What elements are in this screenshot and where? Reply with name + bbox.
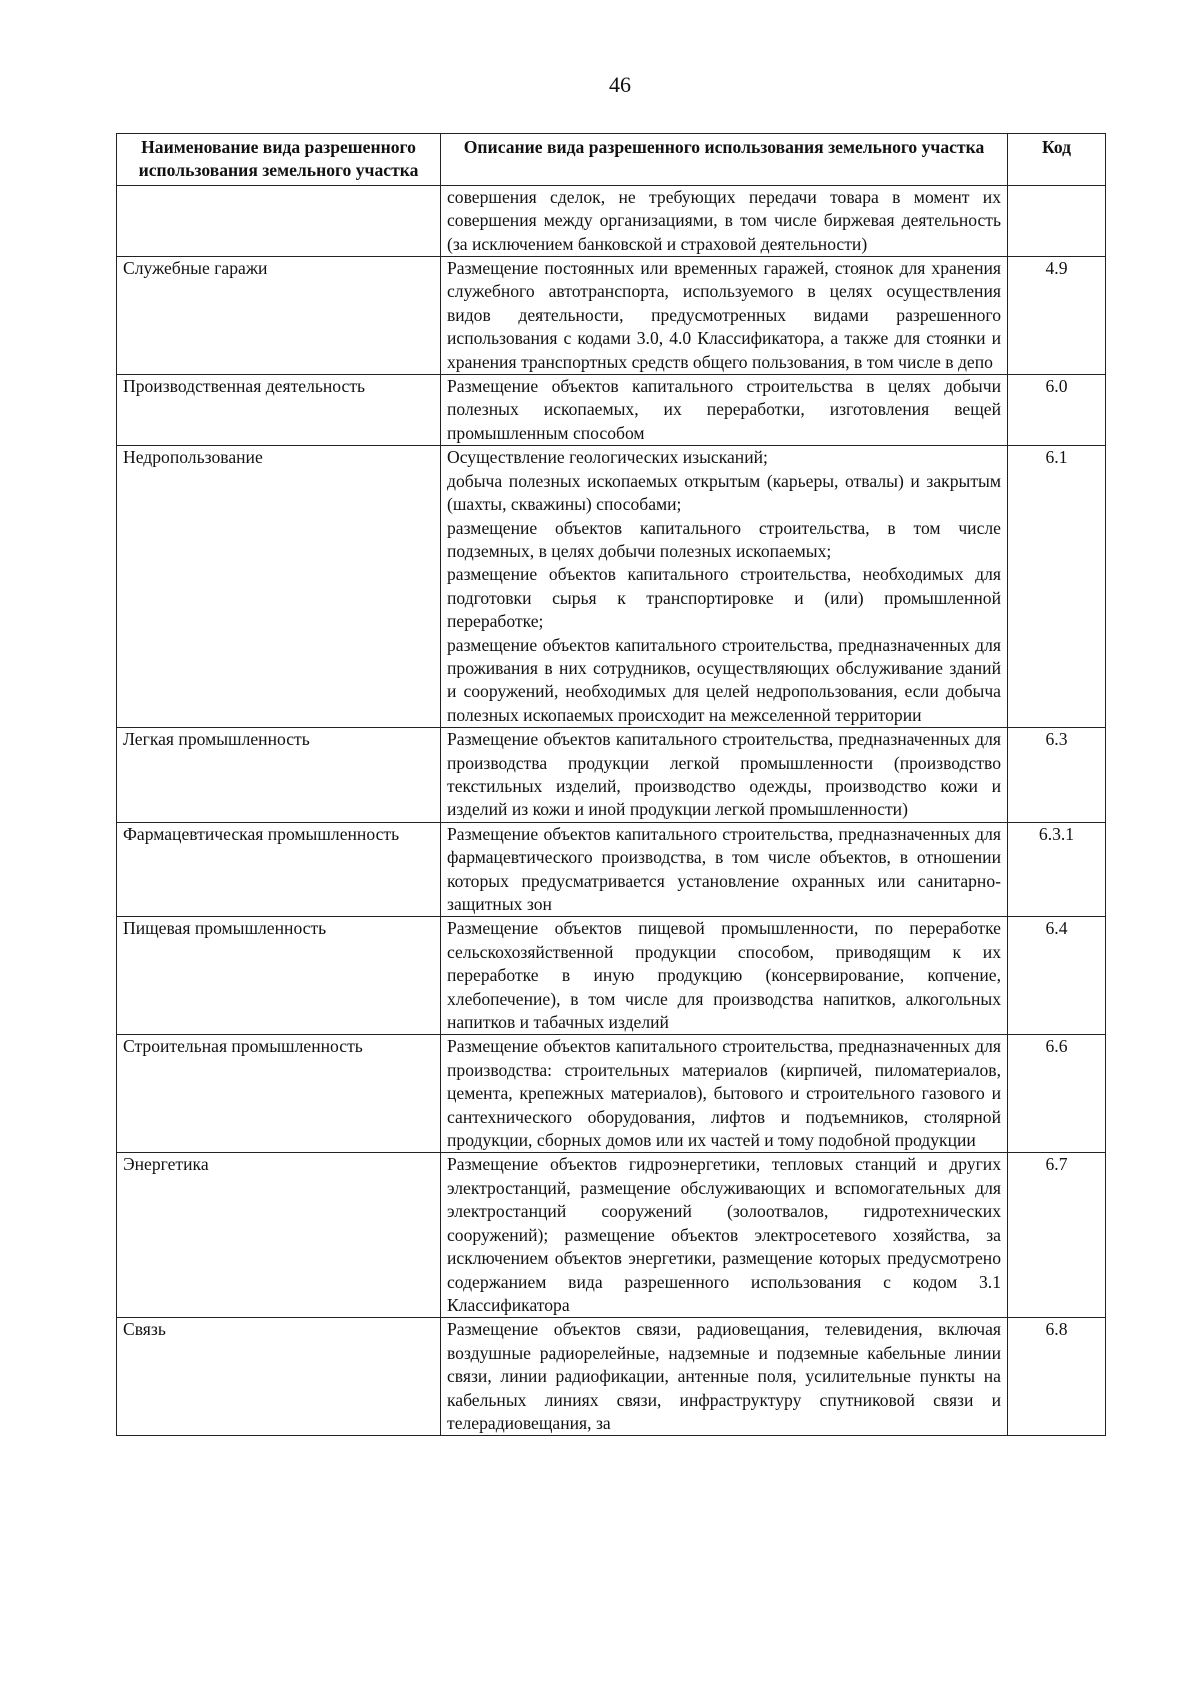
row-code: 6.3 bbox=[1008, 728, 1106, 823]
description-paragraph: Размещение объектов капитального строительства, предназначенных для производства продукции легкой промышленности (производство текстильных изделий, производство одежды, производство кожи и изделий из кожи и иной продукции легкой промышленности) bbox=[447, 729, 1001, 820]
row-description bbox=[441, 185, 1008, 256]
description-paragraph: Размещение постоянных или временных гаражей, стоянок для хранения служебного автотранспорта, используемого в целях осуществления видов деятельности, предусмотренных видами разрешенного использования с кодами 3.0, 4.0 Классификатора, а также для стоянки и хранения транспортных средств общего пользования, в том числе в депо bbox=[447, 258, 1001, 372]
table-row bbox=[117, 728, 1106, 823]
table-row bbox=[117, 1153, 1106, 1318]
row-code: 6.0 bbox=[1008, 375, 1106, 446]
row-description bbox=[441, 822, 1008, 917]
table-row bbox=[117, 1318, 1106, 1436]
description-paragraph: совершения сделок, не требующих передачи товара в момент их совершения между организациями, в том числе биржевая деятельность (за исключением банковской и страховой деятельности) bbox=[447, 186, 1001, 254]
header-code: Код bbox=[1008, 134, 1106, 186]
row-name: Энергетика bbox=[117, 1153, 441, 1318]
description-paragraph: размещение объектов капитального строительства, в том числе подземных, в целях добычи полезных ископаемых; bbox=[447, 517, 1001, 561]
description-paragraph: Размещение объектов гидроэнергетики, тепловых станций и других электростанций, размещение обслуживающих и вспомогательных для электростанций сооружений (золоотвалов, гидротехнических сооружений); размещение объектов электросетевого хозяйства, за исключением объектов энергетики, размещение которых предусмотрено содержанием вида разрешенного использования с кодом 3.1 Классификатора bbox=[447, 1154, 1001, 1315]
row-description bbox=[441, 446, 1008, 728]
row-description bbox=[441, 728, 1008, 823]
row-description bbox=[441, 1035, 1008, 1153]
table-row bbox=[117, 1035, 1106, 1153]
description-paragraph: Размещение объектов пищевой промышленности, по переработке сельскохозяйственной продукции способом, приводящим к их переработке в иную продукцию (консервирование, копчение, хлебопечение), в том числе для производства напитков, алкогольных напитков и табачных изделий bbox=[447, 918, 1001, 1033]
row-code: 6.3.1 bbox=[1008, 822, 1106, 917]
description-paragraph: Осуществление геологических изысканий; bbox=[447, 447, 768, 468]
row-name: Фармацевтическая промышленность bbox=[117, 822, 441, 917]
row-name: Легкая промышленность bbox=[117, 728, 441, 823]
row-name: Строительная промышленность bbox=[117, 1035, 441, 1153]
table-row bbox=[117, 822, 1106, 917]
description-paragraph: Размещение объектов связи, радиовещания, телевидения, включая воздушные радиорелейные, надземные и подземные кабельные линии связи, линии радиофикации, антенные поля, усилительные пункты на кабельных линиях связи, инфраструктуру спутниковой связи и телерадиовещания, за bbox=[447, 1319, 1001, 1433]
row-description bbox=[441, 917, 1008, 1035]
row-description bbox=[441, 1153, 1008, 1318]
description-paragraph: размещение объектов капитального строительства, предназначенных для проживания в них сотрудников, осуществляющих обслуживание зданий и сооружений, необходимых для целей недропользования, если добыча полезных ископаемых происходит на межселенной территории bbox=[447, 634, 1001, 725]
table-row bbox=[117, 185, 1106, 256]
header-description: Описание вида разрешенного использования земельного участка bbox=[441, 134, 1008, 186]
row-code: 6.4 bbox=[1008, 917, 1106, 1035]
table-header-row bbox=[117, 134, 1106, 186]
row-description bbox=[441, 257, 1008, 375]
description-paragraph: Размещение объектов капитального строительства, предназначенных для фармацевтического производства, в том числе объектов, в отношении которых предусматривается установление охранных или санитарно-защитных зон bbox=[447, 823, 1001, 914]
row-code bbox=[1008, 185, 1106, 256]
row-code: 6.6 bbox=[1008, 1035, 1106, 1153]
row-name: Связь bbox=[117, 1318, 441, 1436]
row-description bbox=[441, 1318, 1008, 1436]
description-paragraph: Размещение объектов капитального строительства, предназначенных для производства: строительных материалов (кирпичей, пиломатериалов, цемента, крепежных материалов), бытового и строительного газового и сантехнического оборудования, лифтов и подъемников, столярной продукции, сборных домов или их частей и тому подобной продукции bbox=[447, 1036, 1001, 1151]
header-name: Наименование вида разрешенного использования земельного участка bbox=[117, 134, 441, 186]
table-row bbox=[117, 446, 1106, 728]
description-paragraph: добыча полезных ископаемых открытым (карьеры, отвалы) и закрытым (шахты, скважины) способами; bbox=[447, 470, 1001, 515]
table-row bbox=[117, 917, 1106, 1035]
row-name: Производственная деятельность bbox=[117, 375, 441, 446]
land-use-table bbox=[116, 133, 1106, 1436]
row-code: 6.1 bbox=[1008, 446, 1106, 728]
table-row bbox=[117, 375, 1106, 446]
description-paragraph: Размещение объектов капитального строительства в целях добычи полезных ископаемых, их переработки, изготовления вещей промышленным способом bbox=[447, 376, 1001, 443]
row-name bbox=[117, 185, 441, 256]
row-name: Служебные гаражи bbox=[117, 257, 441, 375]
table-body bbox=[117, 185, 1106, 1436]
row-description bbox=[441, 375, 1008, 446]
description-paragraph: размещение объектов капитального строительства, необходимых для подготовки сырья к транспортировке и (или) промышленной переработке; bbox=[447, 564, 1001, 632]
row-code: 6.8 bbox=[1008, 1318, 1106, 1436]
row-name: Недропользование bbox=[117, 446, 441, 728]
row-code: 6.7 bbox=[1008, 1153, 1106, 1318]
table-row bbox=[117, 257, 1106, 375]
row-code: 4.9 bbox=[1008, 257, 1106, 375]
row-name: Пищевая промышленность bbox=[117, 917, 441, 1035]
page-number: 46 bbox=[609, 72, 631, 97]
